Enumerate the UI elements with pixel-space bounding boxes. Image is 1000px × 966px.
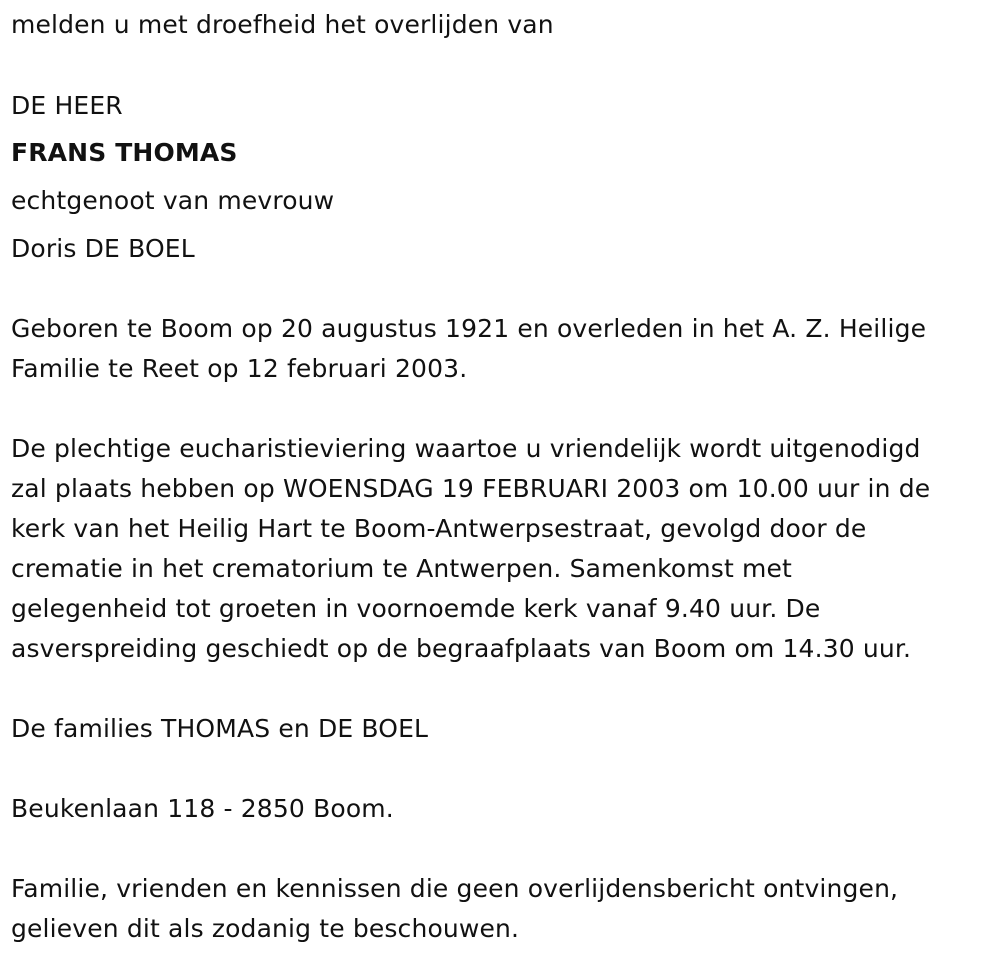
deceased-name: FRANS THOMAS [11,138,238,167]
address: Beukenlaan 118 - 2850 Boom. [11,794,394,823]
families-signature: De families THOMAS en DE BOEL [11,714,429,743]
ceremony-line: asverspreiding geschiedt op de begraafplaats van Boom om 14.30 uur. [11,634,912,663]
spouse-label: echtgenoot van mevrouw [11,186,335,215]
ceremony-line: crematie in het crematorium te Antwerpen. Samenkomst met [11,554,792,583]
intro-text: melden u met droefheid het overlijden van [11,10,554,39]
closing-line: Familie, vrienden en kennissen die geen overlijdensbericht ontvingen, [11,874,899,903]
spouse-name: Doris DE BOEL [11,234,195,263]
closing-line: gelieven dit als zodanig te beschouwen. [11,914,520,943]
birth-death-line: Geboren te Boom op 20 augustus 1921 en overleden in het A. Z. Heilige [11,314,927,343]
ceremony-line: De plechtige eucharistieviering waartoe u vriendelijk wordt uitgenodigd [11,434,921,463]
birth-death-line: Familie te Reet op 12 februari 2003. [11,354,468,383]
ceremony-line: kerk van het Heilig Hart te Boom-Antwerpsestraat, gevolgd door de [11,514,867,543]
honorific: DE HEER [11,91,123,120]
ceremony-line: zal plaats hebben op WOENSDAG 19 FEBRUARI 2003 om 10.00 uur in de [11,474,931,503]
ceremony-line: gelegenheid tot groeten in voornoemde kerk vanaf 9.40 uur. De [11,594,821,623]
